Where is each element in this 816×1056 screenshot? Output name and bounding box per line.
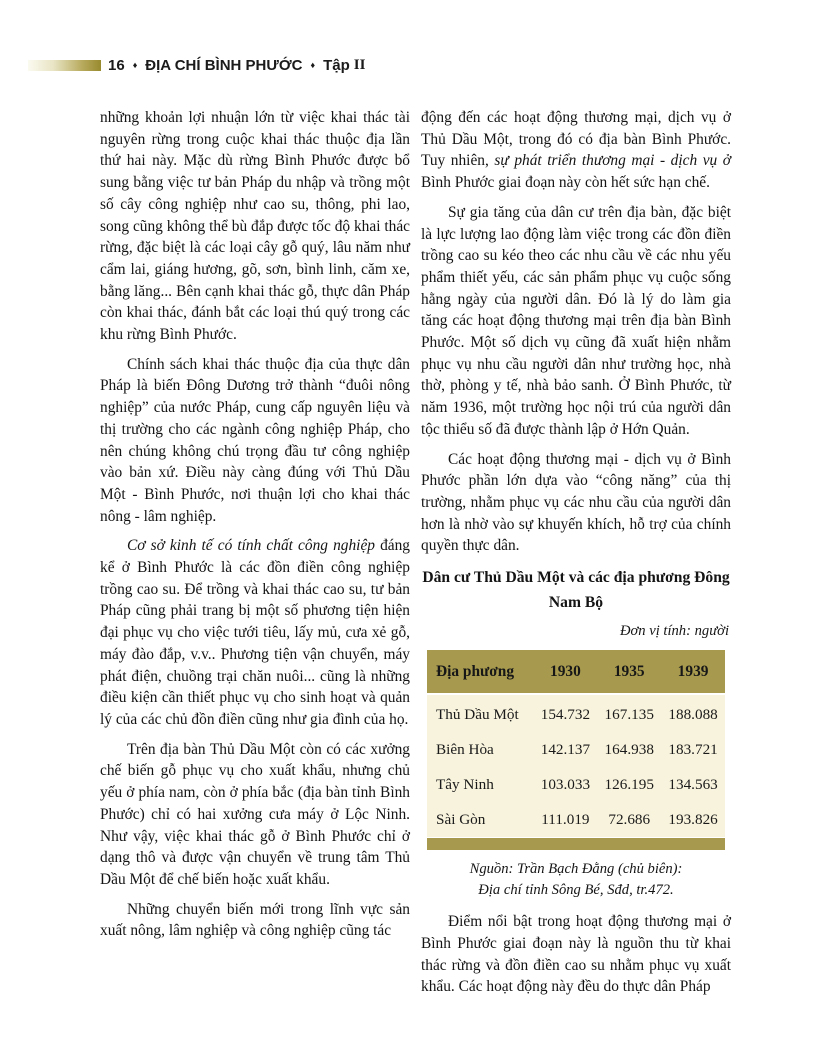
column-header: 1939 — [677, 662, 709, 680]
column-header: 1935 — [613, 662, 645, 680]
table-header-row — [427, 650, 725, 695]
paragraph: Sự gia tăng của dân cư trên địa bàn, đặc biệt là lực lượng lao động làm việc trong các đồn điền trồng cao su kéo theo các nhu cầu về các nhu yếu phẩm thiết yếu, các sản phẩm phục vụ cuộc sống hằng ngày của người dân. Đó là lý do làm gia tăng các hoạt động thương mại trên địa bàn Bình Phước. Một số dịch vụ cũng đã xuất hiện nhằm phục vụ nhu cầu người dân như trường học, nhà thờ, phòng y tế, nhà bảo sanh. Ở Bình Phước, từ năm 1936, một trường học nội trú của người dân tộc thiểu số đã được thành lập ở Hớn Quản. — [421, 203, 731, 438]
table-cell: 134.563 — [668, 775, 718, 793]
right-column-top — [421, 107, 731, 557]
left-column — [100, 107, 410, 1006]
table-cell: 126.195 — [604, 775, 654, 793]
header-gradient-bar — [28, 60, 101, 71]
column-header: 1930 — [550, 662, 581, 680]
table-cell: Sài Gòn — [436, 810, 486, 828]
column-header: Địa phương — [436, 662, 515, 680]
table-cell: 167.135 — [597, 694, 661, 733]
table-cell: 111.019 — [541, 810, 590, 828]
table-cell: 72.686 — [608, 810, 651, 828]
population-table-block — [421, 565, 731, 901]
table-unit-note: Đơn vị tính: người — [619, 623, 729, 640]
paragraph: Các hoạt động thương mại - dịch vụ ở Bình Phước phần lớn dựa vào “công năng” của thị trường, nhằm phục vụ các nhu cầu của người dân hơn là nhờ vào sự khuyến khích, hỗ trợ của chính quyền thực dân. — [421, 450, 731, 555]
table-title: Dân cư Thủ Dầu Một và các địa phương Đông Nam Bộ — [422, 569, 730, 612]
diamond-icon: ♦ — [132, 59, 138, 70]
table-row — [427, 768, 725, 803]
right-column-bottom — [421, 911, 731, 998]
table-row — [427, 694, 725, 733]
table-source-note — [421, 859, 731, 901]
paragraph: những khoản lợi nhuận lớn từ việc khai thác tài nguyên rừng trong cuộc khai thác thuộc địa lần thứ hai này. Mặc dù rừng Bình Phước được bổ sung bằng việc tư bản Pháp du nhập và trồng một số cây công nghiệp như cao su, thông, phi lao, song cũng không thể bù đắp được tốc độ khai thác rừng, đặc biệt là các loại cây gỗ quý, lâu năm như cẩm lai, giáng hương, gõ, sơn, bình linh, căm xe, bằng lăng... Bên cạnh khai thác gỗ, thực dân Pháp còn khai thác, đánh bắt các loại thú quý trong các khu rừng Bình Phước. — [100, 109, 410, 344]
paragraph: Những chuyển biến mới trong lĩnh vực sản xuất nông, lâm nghiệp và công nghiệp cũng tác — [100, 900, 410, 940]
book-title: ĐỊA CHÍ BÌNH PHƯỚC — [145, 57, 303, 74]
table-cell: 193.826 — [668, 810, 718, 828]
paragraph: Điểm nổi bật trong hoạt động thương mại ở Bình Phước giai đoạn này là nguồn thu từ khai thác rừng và đồn điền cao su nhằm phục vụ xuất khẩu. Các hoạt động này đều do thực dân Pháp — [421, 913, 731, 996]
volume-label: Tập II — [323, 57, 366, 74]
volume-number: II — [353, 57, 366, 73]
header-text — [108, 57, 365, 74]
table-cell: 103.033 — [540, 775, 591, 793]
table-cell: 142.137 — [540, 741, 591, 759]
source-line-2: Địa chí tỉnh Sông Bé, Sđd, tr.472. — [478, 882, 674, 899]
diamond-icon: ♦ — [310, 59, 316, 70]
table-cell: 188.088 — [661, 694, 725, 733]
table-bottom-bar — [427, 838, 725, 850]
table-cell: Tây Ninh — [436, 775, 494, 793]
table-cell: Biên Hòa — [436, 741, 494, 759]
paragraph: Trên địa bàn Thủ Dầu Một còn có các xưởng chế biến gỗ phục vụ cho xuất khẩu, nhưng chủ yếu ở phía nam, còn ở phía bắc (địa bàn tỉnh Bình Phước) chỉ có hai xưởng cưa máy ở Lộc Ninh. Như vậy, việc khai thác gỗ ở Bình Phước chỉ ở dạng thô và được vận chuyển về trung tâm Thủ Dầu Một để chế biến hoặc xuất khẩu. — [100, 740, 410, 888]
table-row — [427, 733, 725, 768]
table-cell: Thủ Dầu Một — [427, 694, 533, 733]
paragraph: Chính sách khai thác thuộc địa của thực dân Pháp là biến Đông Dương trở thành “đuôi nông nghiệp” của nước Pháp, cung cấp nguyên liệu và thị trường cho các ngành công nghiệp Pháp, cho nên chúng không chú trọng đầu tư công nghiệp vào bản xứ. Điều này càng đúng với Thủ Dầu Một - Bình Phước, nơi thuận lợi cho khai thác nông - lâm nghiệp. — [100, 355, 410, 525]
population-table — [427, 650, 725, 838]
population-table-wrap — [427, 650, 725, 851]
right-column — [421, 107, 731, 1006]
paragraph: Cơ sở kinh tế có tính chất công nghiệp đáng kể ở Bình Phước là các đồn điền công nghiệp trồng cao su. Để trồng và khai thác cao su, tư bản Pháp cũng phải trang bị một số phương tiện hiện đại phục vụ cho việc tưới tiêu, lấy mủ, cưa xẻ gỗ, máy đào đắp, v.v.. Phương tiện vận chuyển, máy phát điện, chuồng trại chăn nuôi... cũng là những điều kiện cần thiết phục vụ cho sinh hoạt và quản lý của các chủ đồn điền cũng như gia đình của họ. — [100, 537, 410, 728]
running-head — [28, 57, 365, 74]
paragraph: động đến các hoạt động thương mại, dịch vụ ở Thủ Dầu Một, trong đó có địa bàn Bình Phước. Tuy nhiên, sự phát triển thương mại - dịch vụ ở Bình Phước giai đoạn này còn hết sức hạn chế. — [421, 109, 731, 192]
table-cell: 164.938 — [604, 741, 654, 759]
table-row — [427, 803, 725, 838]
text-columns — [100, 107, 732, 1006]
table-cell: 183.721 — [668, 741, 718, 759]
table-cell: 154.732 — [533, 694, 597, 733]
page-number: 16 — [108, 57, 125, 74]
source-line-1: Nguồn: Trần Bạch Đằng (chủ biên): — [469, 861, 683, 878]
